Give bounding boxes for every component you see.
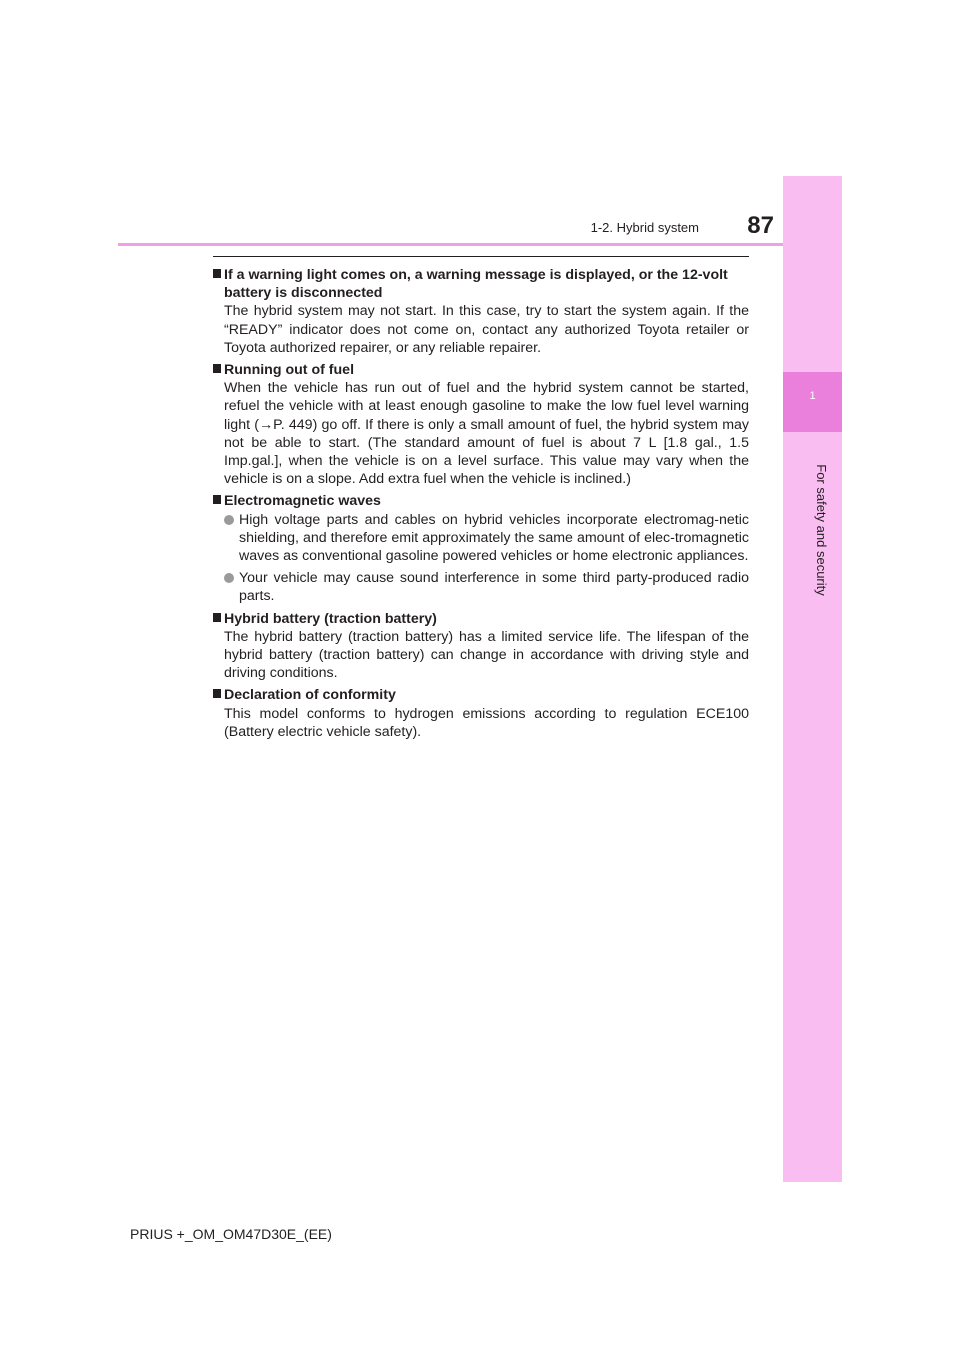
section-running-out-of-fuel	[213, 361, 749, 488]
section-electromagnetic-waves	[213, 492, 749, 605]
chapter-tab[interactable]	[783, 372, 842, 432]
section-heading	[213, 361, 749, 379]
square-bullet-icon	[213, 689, 221, 698]
page-number: 87	[747, 212, 774, 239]
round-bullet-icon	[224, 515, 234, 525]
bullet-text: Your vehicle may cause sound interference in some third party-produced radio parts.	[239, 570, 749, 605]
section-heading-text: Hybrid battery (traction battery)	[224, 610, 437, 627]
section-hybrid-battery	[213, 610, 749, 683]
section-title: 1-2. Hybrid system	[590, 220, 699, 235]
section-heading-text: Declaration of conformity	[224, 687, 396, 704]
bullet-text: High voltage parts and cables on hybrid vehicles incorporate electromag-netic shielding, and therefore emit approximately the same amount of elec-tromagnetic waves as conventional gasoline powered vehicles or home electronic appliances.	[239, 511, 749, 565]
section-heading	[213, 492, 749, 510]
round-bullet-icon	[224, 573, 234, 583]
section-body: The hybrid system may not start. In this case, try to start the system again. If the “READY” indicator does not come on, contact any authorized Toyota retailer or Toyota authorized repairer, or any reliable repairer.	[224, 303, 749, 356]
section-declaration-of-conformity	[213, 686, 749, 741]
section-heading-text: Running out of fuel	[224, 362, 355, 379]
side-tab	[783, 176, 842, 1182]
section-heading-text: Electromagnetic waves	[224, 493, 381, 510]
footer-document-code: PRIUS +_OM_OM47D30E_(EE)	[130, 1226, 332, 1242]
main-content	[213, 256, 749, 745]
section-heading	[213, 686, 749, 704]
square-bullet-icon	[213, 613, 221, 622]
section-warning-light	[213, 266, 749, 357]
section-heading	[213, 266, 749, 302]
section-body: This model conforms to hydrogen emissions according to regulation ECE100 (Battery electric vehicle safety).	[224, 705, 749, 740]
chapter-title: For safety and security	[814, 464, 829, 596]
square-bullet-icon	[213, 495, 221, 504]
section-body: When the vehicle has run out of fuel and the hybrid system cannot be started, refuel the vehicle with at least enough gasoline to make the low fuel level warning light (→P. 449) go off. If there is only a small amount of fuel, the hybrid system may not be able to start. (The standard amount of fuel is about 7 L [1.8 gal., 1.5 Imp.gal.], when the vehicle is on a level surface. This value may vary when the vehicle is on a slope. Add extra fuel when the vehicle is inclined.)	[224, 380, 749, 488]
header-rule	[118, 243, 842, 246]
square-bullet-icon	[213, 269, 221, 278]
chapter-number: 1	[809, 390, 816, 402]
section-heading	[213, 610, 749, 628]
bullet-item	[213, 569, 749, 605]
bullet-item	[213, 511, 749, 566]
section-body: The hybrid battery (traction battery) has a limited service life. The lifespan of the hybrid battery (traction battery) can change in accordance with driving style and driving conditions.	[224, 628, 749, 682]
square-bullet-icon	[213, 364, 221, 373]
content-divider	[213, 256, 749, 257]
section-heading-text: If a warning light comes on, a warning message is displayed, or the 12-volt battery is disconnected	[224, 267, 728, 302]
